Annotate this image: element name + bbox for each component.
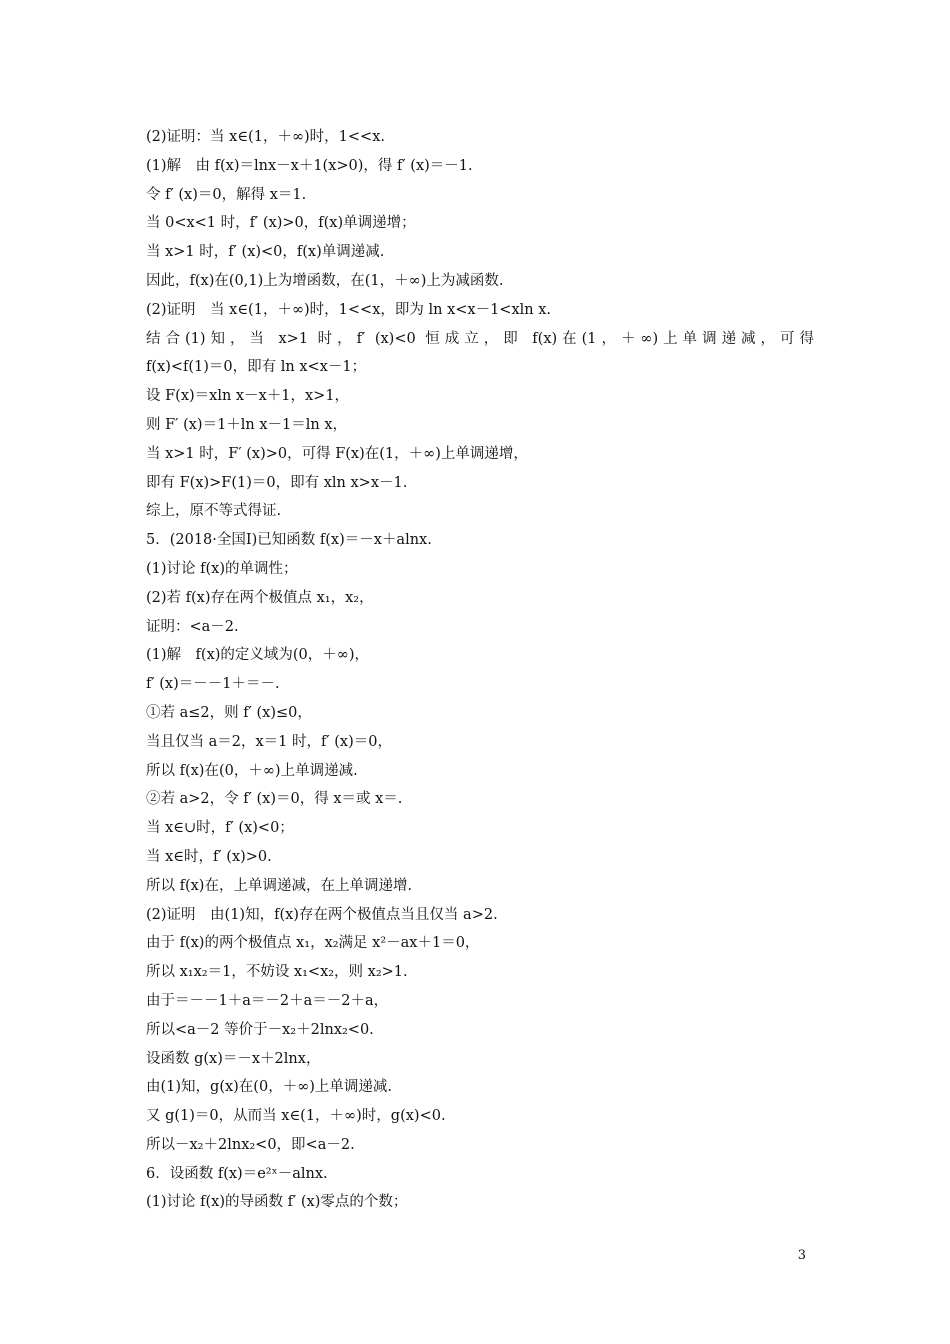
text-line: (2)若 f(x)存在两个极值点 x₁，x₂，	[146, 589, 374, 606]
text-line: (1)解 由 f(x)＝lnx－x＋1(x>0)，得 f′ (x)＝－1.	[146, 157, 473, 174]
text-line: 综上，原不等式得证.	[146, 503, 282, 520]
text-line: 当 x>1 时，f′ (x)<0，f(x)单调递减.	[146, 244, 385, 261]
text-line: 所以－x₂＋2lnx₂<0，即<a－2.	[146, 1136, 355, 1153]
text-line: 因此，f(x)在(0,1)上为增函数，在(1，＋∞)上为减函数.	[146, 272, 504, 289]
text-line: f(x)<f(1)＝0，即有 ln x<x－1；	[146, 359, 367, 376]
text-line: 所以 x₁x₂＝1，不妨设 x₁<x₂，则 x₂>1.	[146, 964, 408, 981]
text-line: 则 F′ (x)＝1＋ln x－1＝ln x，	[146, 416, 348, 433]
text-line: (1)讨论 f(x)的单调性；	[146, 560, 298, 577]
text-line: f′ (x)＝－－1＋＝－.	[146, 676, 280, 693]
text-line: 又 g(1)＝0，从而当 x∈(1，＋∞)时，g(x)<0.	[146, 1108, 446, 1125]
text-line: 当 x>1 时，F′ (x)>0，可得 F(x)在(1，＋∞)上单调递增，	[146, 445, 528, 462]
text-line: 所以 f(x)在(0，＋∞)上单调递减.	[146, 762, 358, 779]
page-number: 3	[797, 1248, 806, 1263]
text-line: ①若 a≤2，则 f′ (x)≤0，	[146, 704, 312, 721]
text-line: (1)解 f(x)的定义域为(0，＋∞)，	[146, 647, 370, 664]
text-line: 当且仅当 a＝2，x＝1 时，f′ (x)＝0，	[146, 733, 392, 750]
text-line: 设函数 g(x)＝－x＋2lnx，	[146, 1050, 321, 1067]
text-line: 证明：<a－2.	[146, 618, 239, 635]
text-line: 当 x∈∪时，f′ (x)<0；	[146, 820, 294, 837]
text-line: 令 f′ (x)＝0，解得 x＝1.	[146, 186, 307, 203]
text-line: (1)讨论 f(x)的导函数 f′ (x)零点的个数；	[146, 1194, 408, 1211]
text-line: 设 F(x)＝xln x－x＋1，x>1，	[146, 388, 350, 405]
page-body	[146, 123, 814, 1217]
text-line: 由于＝－－1＋a＝－2＋a＝－2＋a，	[146, 992, 389, 1009]
problem-heading: 5．(2018·全国Ⅰ)已知函数 f(x)＝－x＋alnx.	[146, 532, 432, 549]
text-line: (2)证明：当 x∈(1，＋∞)时，1<<x.	[146, 129, 385, 145]
text-line: 由(1)知，g(x)在(0，＋∞)上单调递减.	[146, 1079, 393, 1096]
text-line: 当 0<x<1 时，f′ (x)>0，f(x)单调递增；	[146, 215, 416, 232]
text-line: 所以 f(x)在，上单调递减，在上单调递增.	[146, 877, 413, 894]
text-line: 当 x∈时，f′ (x)>0.	[146, 848, 272, 865]
text-line: 所以<a－2 等价于－x₂＋2lnx₂<0.	[146, 1021, 374, 1038]
text-line: ②若 a>2，令 f′ (x)＝0，得 x＝或 x＝.	[146, 791, 403, 808]
text-line: 即有 F(x)>F(1)＝0，即有 xln x>x－1.	[146, 474, 408, 491]
text-line: 结合(1)知，当 x>1 时，f′ (x)<0 恒成立，即 f(x)在(1，＋∞)上单调递减，可得	[146, 330, 814, 347]
problem-heading: 6．设函数 f(x)＝e²ˣ－alnx.	[146, 1165, 328, 1182]
text-line: (2)证明 由(1)知，f(x)存在两个极值点当且仅当 a>2.	[146, 906, 498, 923]
text-line: (2)证明 当 x∈(1，＋∞)时，1<<x，即为 ln x<x－1<xln x.	[146, 301, 552, 318]
text-line: 由于 f(x)的两个极值点 x₁，x₂满足 x²－ax＋1＝0，	[146, 935, 480, 952]
